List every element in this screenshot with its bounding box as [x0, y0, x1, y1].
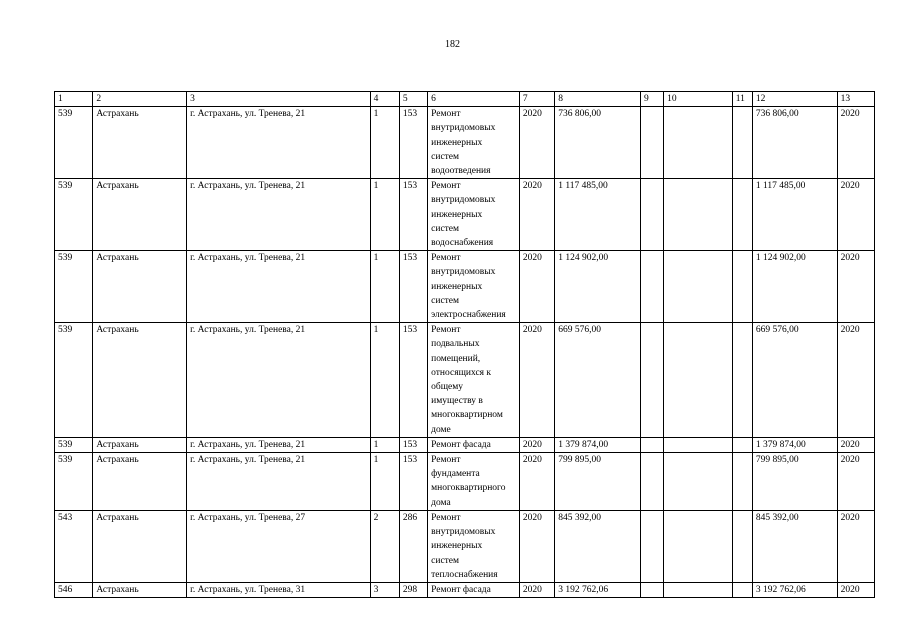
work-type-line: многоквартирного — [431, 483, 506, 494]
work-type-line: подвальных — [431, 339, 480, 350]
work-type-line: имуществу в — [431, 396, 483, 407]
cell-c7: 2020 — [519, 323, 554, 438]
cell-c11 — [732, 107, 752, 179]
cell-c5: 153 — [399, 437, 427, 452]
column-header-4: 4 — [370, 92, 399, 107]
cell-c8: 1 124 902,00 — [555, 251, 641, 323]
cell-c6 — [428, 582, 520, 597]
cell-c7: 2020 — [519, 107, 554, 179]
cell-c5: 153 — [399, 323, 427, 438]
cell-c3: г. Астрахань, ул. Тренева, 21 — [187, 453, 371, 511]
cell-c5: 286 — [399, 510, 427, 582]
header-row — [55, 92, 875, 107]
cell-c2: Астрахань — [93, 179, 187, 251]
cell-c4: 1 — [370, 107, 399, 179]
cell-c3: г. Астрахань, ул. Тренева, 31 — [187, 582, 371, 597]
cell-c3: г. Астрахань, ул. Тренева, 21 — [187, 323, 371, 438]
cell-c13: 2020 — [837, 179, 874, 251]
column-header-12: 12 — [752, 92, 837, 107]
column-header-2: 2 — [93, 92, 187, 107]
cell-c5: 153 — [399, 251, 427, 323]
table-row — [55, 323, 875, 438]
cell-c10 — [664, 251, 733, 323]
cell-c13: 2020 — [837, 510, 874, 582]
cell-c3: г. Астрахань, ул. Тренева, 21 — [187, 437, 371, 452]
cell-c9 — [640, 107, 663, 179]
work-type-line: Ремонт фасада — [431, 439, 491, 450]
cell-c2: Астрахань — [93, 251, 187, 323]
column-header-10: 10 — [664, 92, 733, 107]
work-type-line: систем — [431, 151, 460, 162]
cell-c8: 3 192 762,06 — [555, 582, 641, 597]
cell-c2: Астрахань — [93, 437, 187, 452]
cell-c9 — [640, 453, 663, 511]
cell-c6 — [428, 179, 520, 251]
work-type-line: дома — [431, 497, 451, 508]
cell-c12: 1 379 874,00 — [752, 437, 837, 452]
cell-c13: 2020 — [837, 437, 874, 452]
work-type-line: Ремонт — [431, 253, 461, 264]
cell-c10 — [664, 582, 733, 597]
cell-c7: 2020 — [519, 251, 554, 323]
cell-c4: 1 — [370, 323, 399, 438]
cell-c2: Астрахань — [93, 323, 187, 438]
cell-c5: 153 — [399, 107, 427, 179]
work-type-line: внутридомовых — [431, 195, 496, 206]
column-header-8: 8 — [555, 92, 641, 107]
cell-c7: 2020 — [519, 179, 554, 251]
cell-c1: 539 — [55, 323, 93, 438]
cell-c1: 539 — [55, 107, 93, 179]
cell-c2: Астрахань — [93, 107, 187, 179]
cell-c4: 3 — [370, 582, 399, 597]
work-type-line: внутридомовых — [431, 527, 496, 538]
cell-c1: 539 — [55, 437, 93, 452]
cell-c10 — [664, 437, 733, 452]
cell-c2: Астрахань — [93, 582, 187, 597]
work-type-line: водоснабжения — [431, 238, 494, 249]
cell-c10 — [664, 179, 733, 251]
cell-c1: 539 — [55, 453, 93, 511]
cell-c13: 2020 — [837, 251, 874, 323]
cell-c6 — [428, 437, 520, 452]
column-header-7: 7 — [519, 92, 554, 107]
work-type-line: помещений, — [431, 353, 481, 364]
cell-c4: 1 — [370, 179, 399, 251]
cell-c10 — [664, 323, 733, 438]
work-type-line: систем — [431, 555, 460, 566]
table-body — [55, 107, 875, 598]
cell-c6 — [428, 107, 520, 179]
work-type-line: Ремонт фасада — [431, 584, 491, 595]
cell-c10 — [664, 510, 733, 582]
cell-c9 — [640, 510, 663, 582]
work-type-line: доме — [431, 424, 451, 435]
cell-c11 — [732, 582, 752, 597]
cell-c9 — [640, 323, 663, 438]
capital-repair-table — [54, 91, 875, 598]
column-header-3: 3 — [187, 92, 371, 107]
cell-c12: 845 392,00 — [752, 510, 837, 582]
cell-c7: 2020 — [519, 437, 554, 452]
table-row — [55, 510, 875, 582]
work-type-line: Ремонт — [431, 325, 461, 336]
cell-c12: 1 117 485,00 — [752, 179, 837, 251]
work-type-line: инженерных — [431, 209, 483, 220]
cell-c11 — [732, 251, 752, 323]
cell-c11 — [732, 179, 752, 251]
cell-c2: Астрахань — [93, 453, 187, 511]
cell-c5: 153 — [399, 453, 427, 511]
page-number: 182 — [445, 39, 460, 50]
cell-c4: 2 — [370, 510, 399, 582]
cell-c13: 2020 — [837, 323, 874, 438]
column-header-6: 6 — [428, 92, 520, 107]
column-header-1: 1 — [55, 92, 93, 107]
cell-c5: 153 — [399, 179, 427, 251]
work-type-line: общему — [431, 382, 464, 393]
cell-c13: 2020 — [837, 107, 874, 179]
cell-c9 — [640, 179, 663, 251]
cell-c8: 799 895,00 — [555, 453, 641, 511]
column-header-11: 11 — [732, 92, 752, 107]
work-type-line: Ремонт — [431, 181, 461, 192]
cell-c7: 2020 — [519, 453, 554, 511]
work-type-line: внутридомовых — [431, 123, 496, 134]
cell-c6 — [428, 453, 520, 511]
work-type-line: систем — [431, 295, 460, 306]
table-row — [55, 437, 875, 452]
cell-c12: 736 806,00 — [752, 107, 837, 179]
table-row — [55, 453, 875, 511]
cell-c6 — [428, 323, 520, 438]
cell-c9 — [640, 251, 663, 323]
cell-c4: 1 — [370, 251, 399, 323]
cell-c6 — [428, 251, 520, 323]
cell-c7: 2020 — [519, 510, 554, 582]
cell-c11 — [732, 437, 752, 452]
cell-c12: 799 895,00 — [752, 453, 837, 511]
cell-c5: 298 — [399, 582, 427, 597]
column-header-13: 13 — [837, 92, 874, 107]
cell-c8: 736 806,00 — [555, 107, 641, 179]
cell-c13: 2020 — [837, 453, 874, 511]
cell-c1: 539 — [55, 179, 93, 251]
cell-c4: 1 — [370, 437, 399, 452]
work-type-line: относящихся к — [431, 367, 492, 378]
table-row — [55, 107, 875, 179]
table-row — [55, 582, 875, 597]
cell-c11 — [732, 510, 752, 582]
cell-c7: 2020 — [519, 582, 554, 597]
cell-c12: 1 124 902,00 — [752, 251, 837, 323]
work-type-line: фундамента — [431, 469, 480, 480]
work-type-line: инженерных — [431, 281, 483, 292]
cell-c8: 1 117 485,00 — [555, 179, 641, 251]
work-type-line: многоквартирном — [431, 410, 503, 421]
cell-c11 — [732, 453, 752, 511]
column-header-5: 5 — [399, 92, 427, 107]
cell-c3: г. Астрахань, ул. Тренева, 27 — [187, 510, 371, 582]
cell-c3: г. Астрахань, ул. Тренева, 21 — [187, 107, 371, 179]
table-row — [55, 179, 875, 251]
work-type-line: систем — [431, 223, 460, 234]
column-header-9: 9 — [640, 92, 663, 107]
work-type-line: инженерных — [431, 137, 483, 148]
cell-c1: 546 — [55, 582, 93, 597]
work-type-line: теплоснабжения — [431, 569, 498, 580]
work-type-line: Ремонт — [431, 109, 461, 120]
work-type-line: Ремонт — [431, 455, 461, 466]
cell-c10 — [664, 453, 733, 511]
cell-c8: 1 379 874,00 — [555, 437, 641, 452]
cell-c4: 1 — [370, 453, 399, 511]
cell-c8: 845 392,00 — [555, 510, 641, 582]
work-type-line: Ремонт — [431, 512, 461, 523]
cell-c13: 2020 — [837, 582, 874, 597]
cell-c6 — [428, 510, 520, 582]
cell-c3: г. Астрахань, ул. Тренева, 21 — [187, 179, 371, 251]
cell-c2: Астрахань — [93, 510, 187, 582]
table-row — [55, 251, 875, 323]
cell-c8: 669 576,00 — [555, 323, 641, 438]
cell-c12: 669 576,00 — [752, 323, 837, 438]
cell-c1: 539 — [55, 251, 93, 323]
work-type-line: инженерных — [431, 541, 483, 552]
cell-c3: г. Астрахань, ул. Тренева, 21 — [187, 251, 371, 323]
cell-c9 — [640, 437, 663, 452]
work-type-line: внутридомовых — [431, 267, 496, 278]
cell-c12: 3 192 762,06 — [752, 582, 837, 597]
cell-c11 — [732, 323, 752, 438]
cell-c10 — [664, 107, 733, 179]
work-type-line: электроснабжения — [431, 310, 506, 321]
cell-c1: 543 — [55, 510, 93, 582]
cell-c9 — [640, 582, 663, 597]
work-type-line: водоотведения — [431, 166, 491, 177]
